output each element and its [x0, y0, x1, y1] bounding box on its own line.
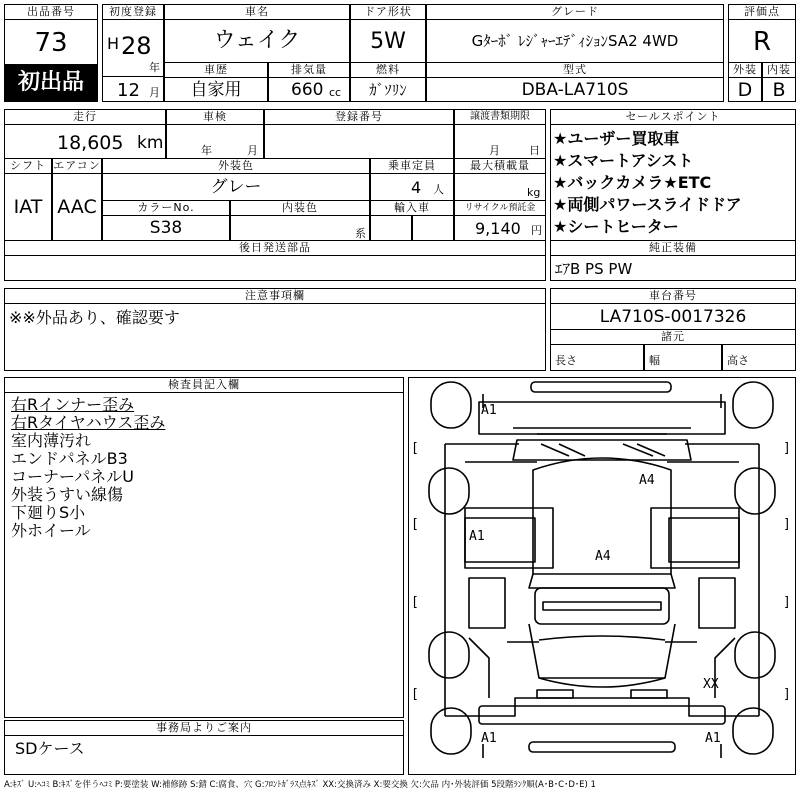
score-cell — [728, 19, 796, 63]
fuel-label: 燃料 — [350, 62, 426, 78]
load-unit: kg — [527, 186, 541, 199]
notes: ※※外品あり、確認要す — [9, 308, 180, 327]
era: H — [107, 34, 120, 53]
inspector-box — [4, 392, 404, 718]
legend: A:ｷｽﾞ U:ﾍｺﾐ B:ｷｽﾞを伴うﾍｺﾐ P:要塗装 W:補修跡 S:錆 C:腐食、穴 G:ﾌﾛﾝﾄｶﾞﾗｽ点ｷｽﾞ XX:交換済み X:要交換 欠:欠品 内･外装評価 5段階ﾗﾝｸ順(A･B･C･D･E) 1 — [4, 780, 596, 790]
bracket-right: ] — [783, 517, 791, 532]
load-label: 最大積載量 — [454, 158, 546, 174]
damage-mark: A4 — [595, 549, 611, 564]
car-name-cell — [164, 19, 350, 63]
reg-month-cell — [102, 76, 164, 102]
selling-points-box — [550, 124, 796, 241]
office-label: 事務局よりご案内 — [4, 720, 404, 736]
color: グレー — [210, 177, 262, 197]
width-cell — [644, 344, 722, 371]
office-note: SDケース — [15, 739, 85, 758]
reg-month-unit: 月 — [149, 86, 160, 99]
selling-point: ★バックカメラ★ETC — [553, 173, 712, 192]
inspector-line: 外装うすい線傷 — [11, 485, 124, 504]
later-parts-label: 後日発送部品 — [4, 240, 546, 256]
history-cell — [164, 77, 268, 102]
damage-mark: A1 — [481, 403, 497, 418]
damage-mark: XX — [703, 677, 719, 692]
reg-cell — [102, 19, 164, 77]
door-cell — [350, 19, 426, 63]
bracket-right: ] — [783, 595, 791, 610]
capacity-cell — [370, 173, 454, 201]
int-grade: B — [772, 79, 786, 101]
grade-label: グレード — [426, 4, 724, 20]
door: 5W — [370, 29, 406, 54]
int-grade-cell — [762, 77, 796, 102]
grade: Gﾀｰﾎﾞ ﾚｼﾞｬｰｴﾃﾞｨｼｮﾝSA2 4WD — [471, 32, 679, 50]
int-color-cell — [230, 215, 370, 241]
transfer-cell — [454, 124, 546, 159]
displacement-label: 排気量 — [268, 62, 350, 78]
ext-grade-cell — [728, 77, 762, 102]
car-diagram — [408, 377, 796, 775]
car-name: ウェイク — [213, 28, 301, 53]
bracket-left: [ — [411, 687, 419, 702]
ext-grade: D — [737, 79, 753, 101]
equipment-cell — [550, 255, 796, 281]
recycle-label: リサイクル預託金 — [454, 200, 546, 216]
inspector-line: 右Rタイヤハウス歪み — [11, 413, 166, 432]
lot-no-cell — [4, 19, 98, 65]
capacity-label: 乗車定員 — [370, 158, 454, 174]
selling-points-label: セールスポイント — [550, 109, 796, 125]
later-parts-cell — [4, 255, 546, 281]
mileage-unit: km — [137, 133, 164, 153]
inspector-line: エンドパネルB3 — [11, 449, 128, 468]
reg-year-unit: 年 — [149, 61, 160, 74]
length-label: 長さ — [555, 354, 577, 367]
recycle: 9,140 — [475, 219, 521, 238]
ac-cell — [52, 173, 102, 241]
color-no-cell — [102, 215, 230, 241]
color-label: 外装色 — [102, 158, 370, 174]
inspector-line: 右Rインナー歪み — [11, 395, 135, 414]
color-no-label: カラーNo. — [102, 200, 230, 216]
transfer-day-unit: 日 — [529, 144, 540, 157]
mileage: 18,605 — [57, 132, 124, 154]
damage-mark: A1 — [469, 529, 485, 544]
load-cell — [454, 173, 546, 201]
recycle-cell — [454, 215, 546, 241]
first-listing-text: 初出品 — [17, 70, 84, 95]
capacity: 4 — [411, 178, 422, 197]
bracket-right: ] — [783, 687, 791, 702]
color-no: S38 — [149, 218, 183, 238]
import-cell-a — [370, 215, 412, 241]
damage-mark: A1 — [705, 731, 721, 746]
inspector-label: 検査員記入欄 — [4, 377, 404, 393]
displacement: 660 — [291, 80, 324, 100]
reg-month: 12 — [117, 80, 140, 101]
shift-label: シフト — [4, 158, 52, 174]
equipment: ｴｱB PS PW — [555, 260, 633, 278]
mileage-cell — [4, 124, 166, 159]
notes-cell — [4, 303, 546, 371]
mileage-label: 走行 — [4, 109, 166, 125]
ac: AAC — [57, 196, 97, 218]
history: 自家用 — [190, 80, 242, 100]
model: DBA-LA710S — [521, 80, 629, 100]
score: R — [752, 27, 772, 57]
fuel: ｶﾞｿﾘﾝ — [369, 81, 407, 99]
car-outline-svg — [409, 378, 795, 774]
color-cell — [102, 173, 370, 201]
score-label: 評価点 — [728, 4, 796, 20]
selling-point: ★シートヒーター — [553, 217, 679, 236]
length-cell — [550, 344, 644, 371]
inspector-line: 室内薄汚れ — [11, 431, 92, 450]
lot-no: 73 — [34, 28, 68, 58]
int-label: 内装 — [762, 62, 796, 78]
model-cell — [426, 77, 724, 102]
inspector-line: 外ホイール — [11, 521, 91, 540]
inspector-line: コーナーパネルU — [11, 467, 134, 486]
chassis-cell — [550, 303, 796, 330]
plate-cell — [264, 124, 454, 159]
grade-cell — [426, 19, 724, 63]
reg-label: 初度登録 — [102, 4, 164, 20]
transfer-month-unit: 月 — [489, 144, 500, 157]
int-color-unit: 系 — [355, 227, 366, 240]
recycle-unit: 円 — [531, 224, 542, 237]
reg-year: 28 — [121, 32, 152, 60]
height-label: 高さ — [727, 354, 749, 367]
inspection-month-unit: 月 — [247, 144, 258, 157]
damage-mark: A1 — [481, 731, 497, 746]
lot-no-label: 出品番号 — [4, 4, 98, 20]
inspection-year-unit: 年 — [201, 144, 212, 157]
spec-label: 諸元 — [550, 329, 796, 345]
height-cell — [722, 344, 796, 371]
fuel-cell — [350, 77, 426, 102]
office-cell — [4, 735, 404, 775]
selling-point: ★ユーザー買取車 — [553, 129, 680, 148]
door-label: ドア形状 — [350, 4, 426, 20]
chassis-no: LA710S-0017326 — [599, 307, 747, 327]
ext-label: 外装 — [728, 62, 762, 78]
shift-cell — [4, 173, 52, 241]
inspector-line: 下廻りS小 — [11, 503, 86, 522]
width-label: 幅 — [649, 354, 660, 367]
damage-mark: A4 — [639, 473, 655, 488]
model-label: 型式 — [426, 62, 724, 78]
ac-label: エアコン — [53, 159, 101, 172]
capacity-unit: 人 — [433, 183, 444, 196]
displacement-unit: cc — [329, 86, 342, 99]
inspection-label: 車検 — [166, 109, 264, 125]
bracket-left: [ — [411, 517, 419, 532]
shift: IAT — [13, 196, 43, 218]
import-label: 輸入車 — [370, 200, 454, 216]
displacement-cell — [268, 77, 350, 102]
transfer-label: 譲渡書類期限 — [454, 109, 546, 125]
notes-label: 注意事項欄 — [4, 288, 546, 304]
selling-point: ★スマートアシスト — [553, 151, 694, 170]
first-listing-badge — [4, 64, 98, 102]
bracket-left: [ — [411, 441, 419, 456]
int-color-label: 内装色 — [230, 200, 370, 216]
plate-label: 登録番号 — [264, 109, 454, 125]
inspection-cell — [166, 124, 264, 159]
selling-point: ★両側パワースライドドア — [553, 195, 742, 214]
bracket-left: [ — [411, 595, 419, 610]
history-label: 車歴 — [164, 62, 268, 78]
car-name-label: 車名 — [164, 4, 350, 20]
import-cell-b — [412, 215, 454, 241]
chassis-label: 車台番号 — [550, 288, 796, 304]
equipment-label: 純正装備 — [550, 240, 796, 256]
bracket-right: ] — [783, 441, 791, 456]
